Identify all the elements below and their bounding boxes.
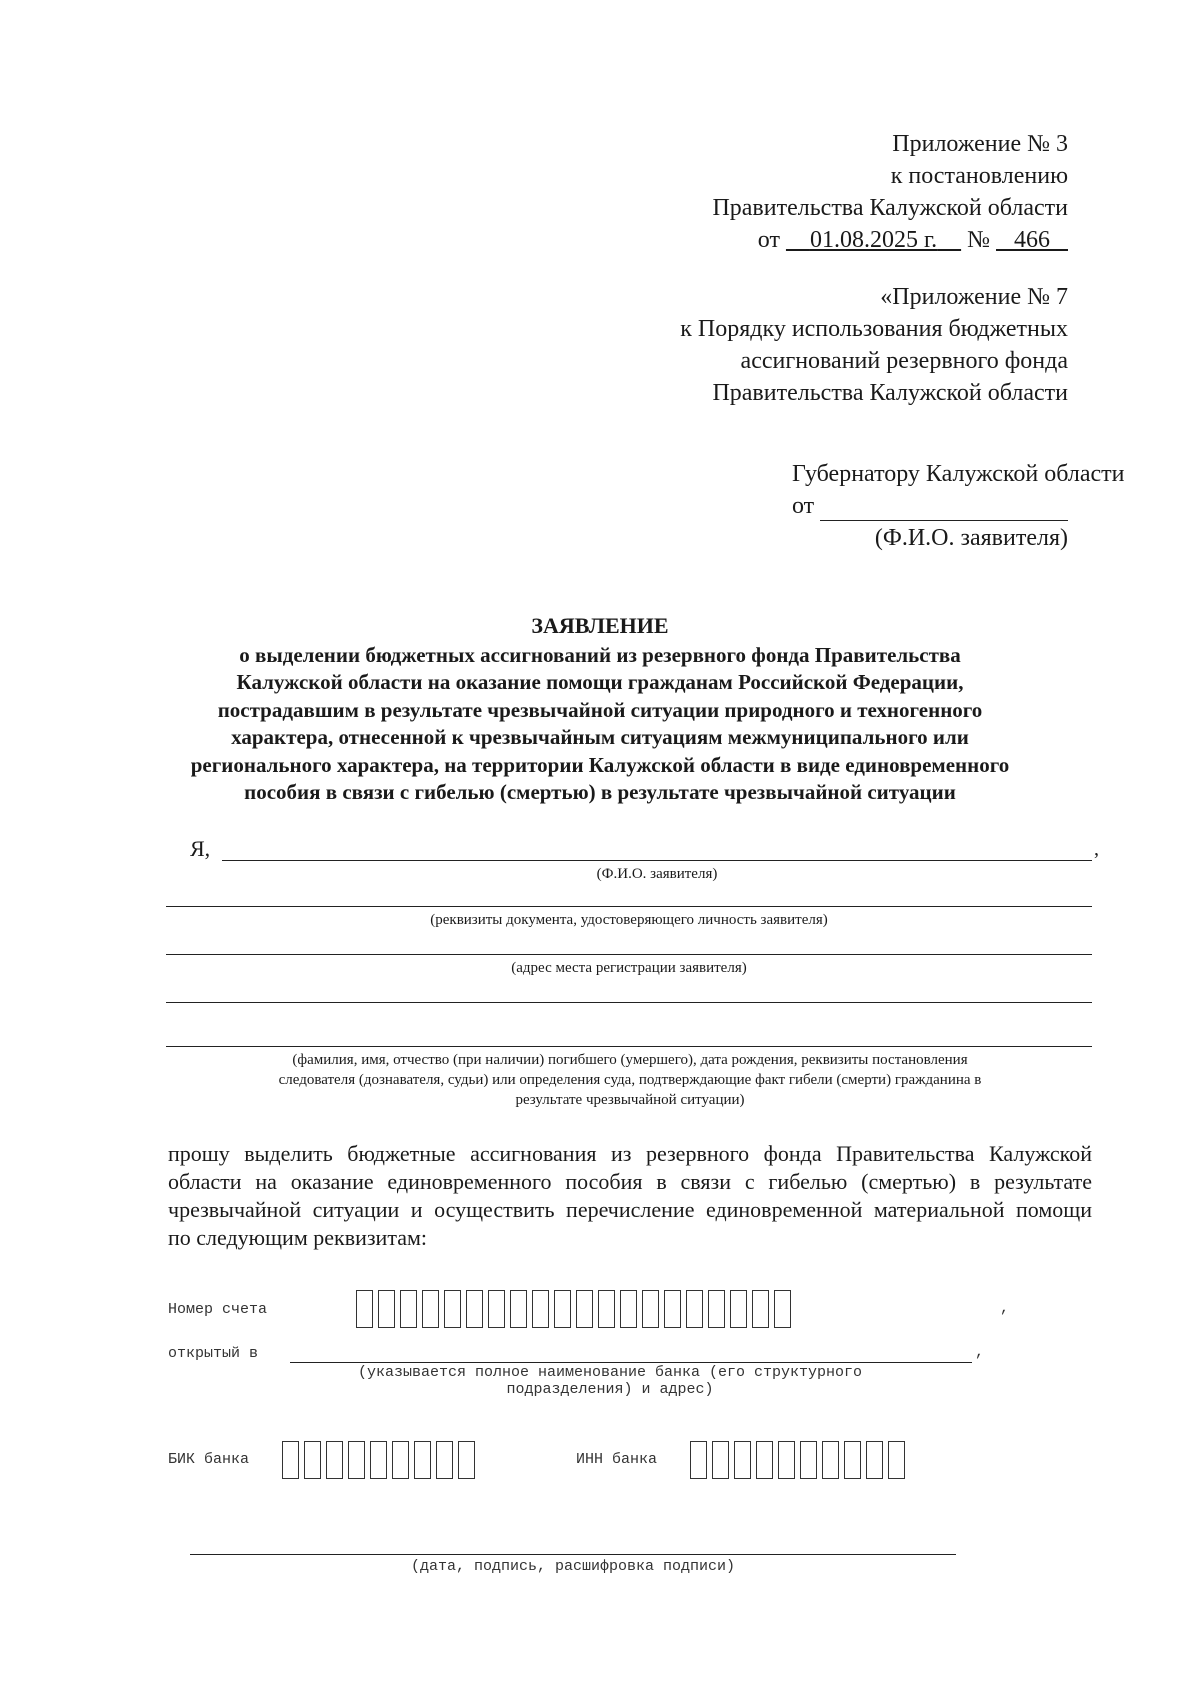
opened-label: открытый в (168, 1345, 259, 1362)
account-digit-box[interactable] (664, 1290, 681, 1328)
inn-digit-box[interactable] (712, 1441, 729, 1479)
appendix7-block (508, 281, 1068, 409)
account-digit-box[interactable] (400, 1290, 417, 1328)
addressee-to: Губернатору Калужской области (792, 461, 1125, 487)
bik-digit-box[interactable] (304, 1441, 321, 1479)
inn-digit-box[interactable] (778, 1441, 795, 1479)
account-digit-box[interactable] (356, 1290, 373, 1328)
inn-label: ИНН банка (576, 1451, 658, 1468)
inn-digit-box[interactable] (690, 1441, 707, 1479)
account-digit-box[interactable] (378, 1290, 395, 1328)
i-label: Я, (190, 836, 211, 861)
appendix3-date-line (548, 224, 1068, 256)
signature-line[interactable] (190, 1554, 956, 1555)
bik-digit-box[interactable] (392, 1441, 409, 1479)
bank-caption-line: (указывается полное наименование банка (его структурного (357, 1364, 863, 1381)
address-caption: (адрес места регистрации заявителя) (511, 960, 747, 976)
request-line: чрезвычайной ситуации и осуществить перечисление единовременной материальной помощи (168, 1197, 1092, 1222)
request-line: по следующим реквизитам: (168, 1225, 428, 1250)
inn-digit-box[interactable] (822, 1441, 839, 1479)
fio-caption: (Ф.И.О. заявителя) (596, 866, 718, 882)
deceased-caption-line: следователя (дознавателя, судьи) или определения суда, подтверждающие факт гибели (смерти) гражданина в (278, 1072, 982, 1088)
appendix3-line2: к постановлению (890, 163, 1068, 189)
inn-digit-box[interactable] (888, 1441, 905, 1479)
account-digit-box[interactable] (444, 1290, 461, 1328)
deceased-caption-line: (фамилия, имя, отчество (при наличии) погибшего (умершего), дата рождения, реквизиты постановления (292, 1052, 968, 1068)
inn-digit-box[interactable] (756, 1441, 773, 1479)
date-prefix: от (757, 227, 780, 253)
decree-date: 01.08.2025 г. (809, 227, 938, 253)
decree-number: 466 (1014, 227, 1050, 253)
account-digit-box[interactable] (488, 1290, 505, 1328)
appendix7-line1: «Приложение № 7 (880, 284, 1068, 310)
account-label: Номер счета (168, 1301, 268, 1318)
appendix3-line3: Правительства Калужской области (712, 195, 1068, 221)
addressee-from-caption: (Ф.И.О. заявителя) (874, 525, 1068, 551)
request-line: прошу выделить бюджетные ассигнования из резервного фонда Правительства Калужской (168, 1141, 1092, 1166)
inn-digit-box[interactable] (866, 1441, 883, 1479)
appendix7-line2: к Порядку использования бюджетных (680, 316, 1068, 342)
applicant-document-line[interactable] (166, 906, 1092, 907)
deceased-caption (140, 1050, 1120, 1110)
bik-boxes (282, 1441, 475, 1479)
addressee-from-line[interactable] (820, 520, 1068, 521)
account-digit-box[interactable] (532, 1290, 549, 1328)
bik-digit-box[interactable] (370, 1441, 387, 1479)
signature-caption: (дата, подпись, расшифровка подписи) (410, 1558, 736, 1575)
document-title (150, 612, 1050, 807)
bik-digit-box[interactable] (414, 1441, 431, 1479)
applicant-fio-line[interactable] (222, 860, 1092, 861)
inn-boxes (690, 1441, 905, 1479)
account-digit-box[interactable] (730, 1290, 747, 1328)
title-line: Калужской области на оказание помощи гражданам Российской Федерации, (236, 670, 964, 694)
account-number-boxes (356, 1290, 791, 1328)
doc-caption: (реквизиты документа, удостоверяющего личность заявителя) (430, 912, 828, 928)
bik-digit-box[interactable] (348, 1441, 365, 1479)
title-line: регионального характера, на территории Калужской области в виде единовременного (190, 752, 1010, 777)
account-digit-box[interactable] (752, 1290, 769, 1328)
appendix3-block (548, 128, 1068, 256)
account-digit-box[interactable] (598, 1290, 615, 1328)
applicant-address-line[interactable] (166, 954, 1092, 955)
inn-digit-box[interactable] (734, 1441, 751, 1479)
title-line: пострадавшим в результате чрезвычайной ситуации природного и техногенного (217, 697, 983, 722)
document-heading: ЗАЯВЛЕНИЕ (531, 613, 669, 638)
title-line: о выделении бюджетных ассигнований из резервного фонда Правительства (239, 642, 961, 667)
bik-digit-box[interactable] (458, 1441, 475, 1479)
title-line: пособия в связи с гибелью (смертью) в результате чрезвычайной ситуации (244, 780, 956, 804)
account-digit-box[interactable] (576, 1290, 593, 1328)
bank-name-line[interactable] (290, 1362, 972, 1363)
bik-digit-box[interactable] (436, 1441, 453, 1479)
account-digit-box[interactable] (774, 1290, 791, 1328)
account-digit-box[interactable] (554, 1290, 571, 1328)
account-digit-box[interactable] (708, 1290, 725, 1328)
number-prefix: № (967, 227, 990, 253)
account-digit-box[interactable] (422, 1290, 439, 1328)
account-digit-box[interactable] (620, 1290, 637, 1328)
bik-digit-box[interactable] (282, 1441, 299, 1479)
account-digit-box[interactable] (642, 1290, 659, 1328)
appendix7-line3: ассигнований резервного фонда (740, 348, 1068, 374)
request-line: области на оказание единовременного пособия в связи с гибелью (смертью) в результате (168, 1169, 1092, 1194)
account-digit-box[interactable] (510, 1290, 527, 1328)
fio-comma: , (1094, 838, 1099, 860)
bank-caption-line: подразделения) и адрес) (506, 1381, 714, 1398)
bik-digit-box[interactable] (326, 1441, 343, 1479)
deceased-caption-line: результате чрезвычайной ситуации) (515, 1092, 745, 1108)
bank-caption (290, 1364, 930, 1398)
addressee-from-label: от (792, 493, 815, 519)
appendix7-line4: Правительства Калужской области (712, 380, 1068, 406)
request-paragraph (168, 1140, 1092, 1252)
appendix3-line1: Приложение № 3 (892, 131, 1068, 157)
bik-label: БИК банка (168, 1451, 250, 1468)
deceased-line-1[interactable] (166, 1002, 1092, 1003)
opened-comma: , (975, 1344, 985, 1361)
account-digit-box[interactable] (466, 1290, 483, 1328)
deceased-line-2[interactable] (166, 1046, 1092, 1047)
account-comma: , (1000, 1300, 1010, 1317)
account-digit-box[interactable] (686, 1290, 703, 1328)
inn-digit-box[interactable] (800, 1441, 817, 1479)
title-line: характера, отнесенной к чрезвычайным ситуациям межмуниципального или (231, 725, 969, 749)
inn-digit-box[interactable] (844, 1441, 861, 1479)
